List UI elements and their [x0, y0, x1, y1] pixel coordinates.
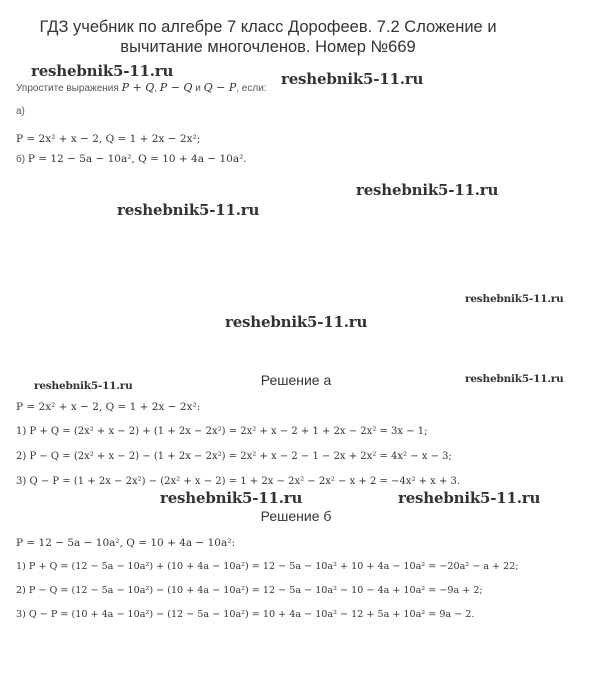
- page-title: [0, 17, 536, 57]
- solution-a-given: P = 2x² + x − 2, Q = 1 + 2x − 2x²:: [16, 401, 201, 413]
- task-b-row: [16, 153, 247, 165]
- page-title-line-1: ГДЗ учебник по алгебре 7 класс Дорофеев. 7.2 Сложение и: [39, 18, 497, 36]
- task-intro-text: Упростите выражения: [16, 83, 119, 94]
- solution-b-line-1: 1) P + Q = (12 − 5a − 10a²) + (10 + 4a − 10a²) = 12 − 5a − 10a² + 10 + 4a − 10a² = −20a² − a + 22;: [16, 561, 519, 572]
- solution-b-line-2: 2) P − Q = (12 − 5a − 10a²) − (10 + 4a − 10a²) = 12 − 5a − 10a² − 10 − 4a + 10a² = −9a + 2;: [16, 585, 483, 596]
- expression-diff-pq: P − Q: [159, 81, 193, 94]
- solution-a-line-2: 2) P − Q = (2x² + x − 2) − (1 + 2x − 2x²) = 2x² + x − 2 − 1 − 2x + 2x² = 4x² − x − 3;: [16, 451, 452, 462]
- watermark: reshebnik5-11.ru: [34, 380, 133, 392]
- solution-b-line-3: 3) Q − P = (10 + 4a − 10a²) − (12 − 5a − 10a²) = 10 + 4a − 10a² − 12 + 5a + 10a² = 9a − 2.: [16, 609, 475, 620]
- watermark: reshebnik5-11.ru: [160, 489, 303, 507]
- expression-diff-qp: Q − P: [203, 81, 237, 94]
- solution-b-heading: Решение б: [260, 508, 332, 524]
- expression-sum: P + Q: [121, 81, 155, 94]
- watermark: reshebnik5-11.ru: [281, 70, 424, 88]
- task-b-given: P = 12 − 5a − 10a², Q = 10 + 4a − 10a².: [27, 153, 247, 165]
- task-a-label: а): [16, 106, 25, 117]
- task-intro-tail: , если:: [236, 83, 267, 94]
- solution-a-heading: Решение а: [260, 372, 332, 388]
- watermark: reshebnik5-11.ru: [225, 313, 368, 331]
- page-title-line-2: вычитание многочленов. Номер №669: [120, 38, 416, 56]
- watermark: reshebnik5-11.ru: [117, 201, 260, 219]
- watermark: reshebnik5-11.ru: [465, 373, 564, 385]
- conjunction: и: [195, 83, 201, 94]
- task-a-given: P = 2x² + x − 2, Q = 1 + 2x − 2x²;: [16, 133, 201, 145]
- solution-a-line-1: 1) P + Q = (2x² + x − 2) + (1 + 2x − 2x²) = 2x² + x − 2 + 1 + 2x − 2x² = 3x − 1;: [16, 426, 428, 437]
- solution-a-line-3: 3) Q − P = (1 + 2x − 2x²) − (2x² + x − 2) = 1 + 2x − 2x² − 2x² − x + 2 = −4x² + x + 3.: [16, 476, 461, 487]
- watermark: reshebnik5-11.ru: [356, 181, 499, 199]
- watermark: reshebnik5-11.ru: [31, 62, 174, 80]
- task-statement: Упростите выражения P + Q, P − Q и Q − P, если:: [16, 81, 267, 94]
- watermark: reshebnik5-11.ru: [398, 489, 541, 507]
- task-b-label: б): [16, 154, 26, 165]
- watermark: reshebnik5-11.ru: [465, 293, 564, 305]
- solution-b-given: P = 12 − 5a − 10a², Q = 10 + 4a − 10a²:: [16, 537, 235, 549]
